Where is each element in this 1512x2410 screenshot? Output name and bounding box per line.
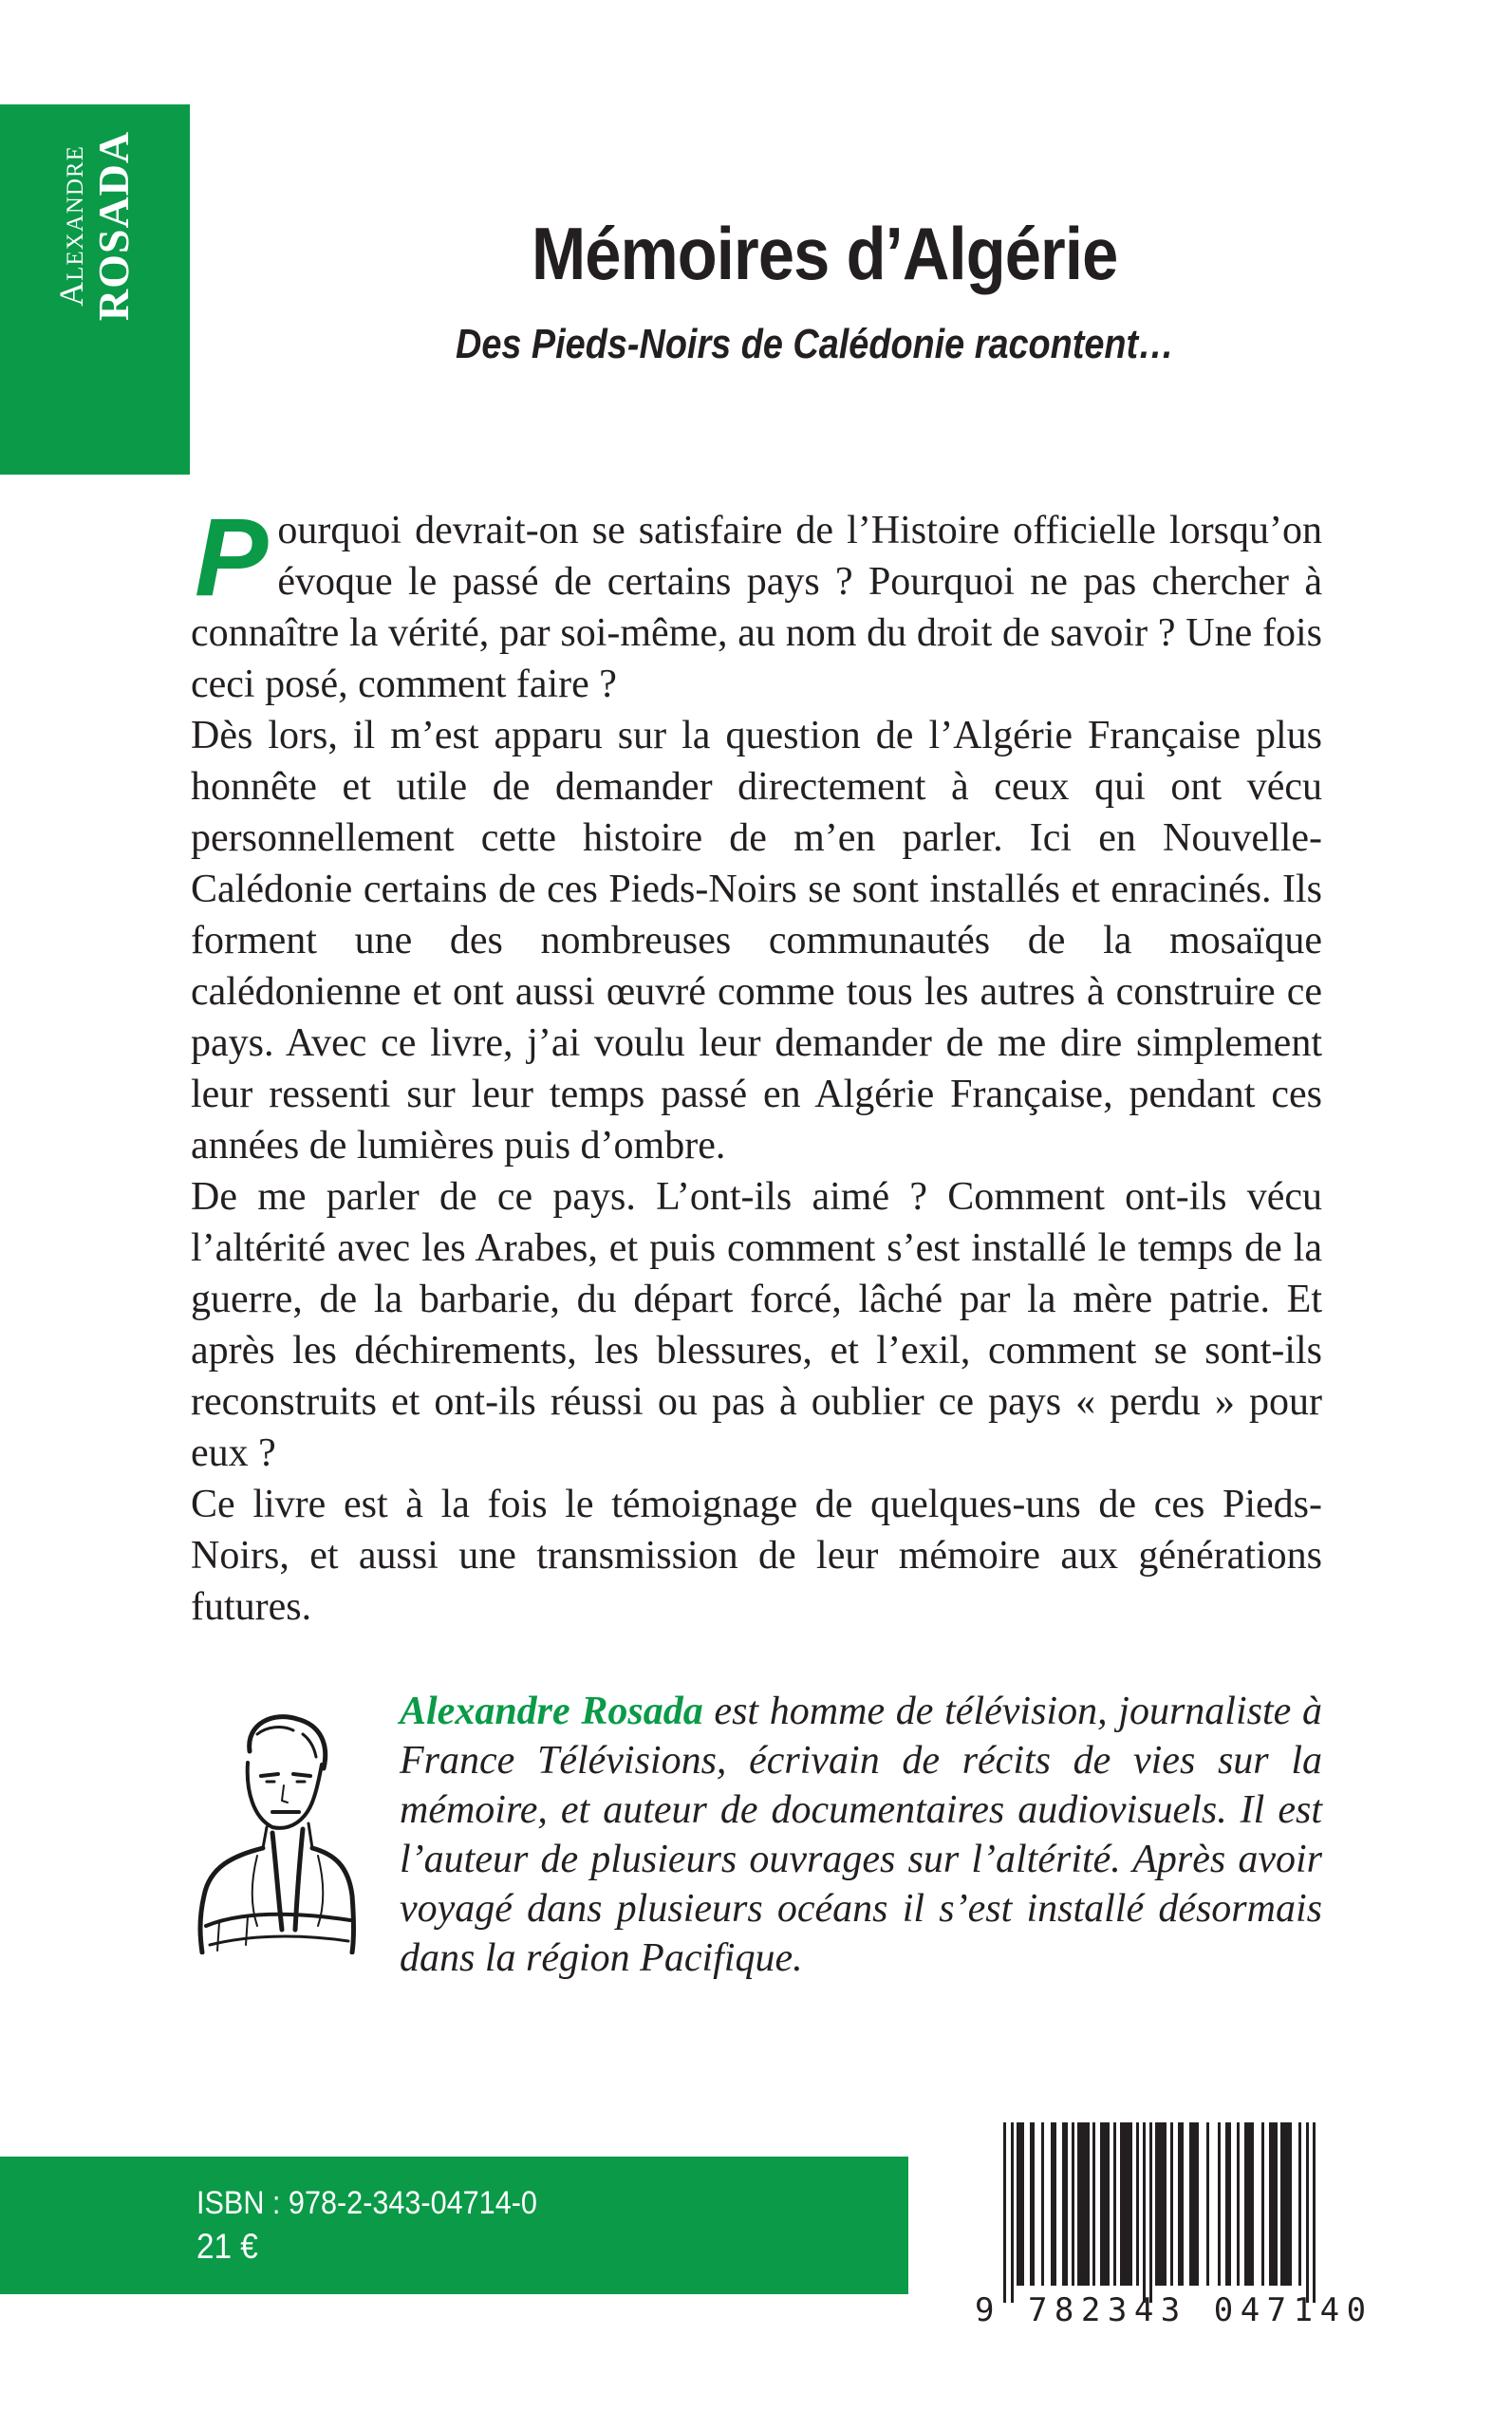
blurb-paragraph: Ce livre est à la fois le témoignage de quelques-uns de ces Pieds-Noirs, et aussi une transmission de leur mémoire aux générations futures. <box>191 1483 1322 1629</box>
spine-author-first: Alexandre <box>52 145 90 307</box>
barcode <box>975 2122 1373 2331</box>
blurb-paragraph: Dès lors, il m’est apparu sur la question de l’Algérie Française plus honnête et utile de demander directement à ceux qui ont vécu personnellement cette histoire de m’en parler. Ici en Nouvelle-Calédonie certains de ces Pieds-Noirs se sont installés et enracinés. Ils forment une des nombreuses communautés de la mosaïque calédonienne et ont aussi œuvré comme tous les autres à construire ce pays. Avec ce livre, j’ai voulu leur demander de me dire simplement leur ressenti sur leur temps passé en Algérie Française, pendant ces années de lumières puis d’ombre. <box>191 714 1322 1168</box>
book-title: Mémoires d’Algérie <box>532 212 1118 295</box>
author-name: Alexandre Rosada <box>400 1690 703 1733</box>
blurb-paragraph: De me parler de ce pays. L’ont-ils aimé ? Comment ont-ils vécu l’altérité avec les Arabes, et puis comment s’est installé le temps de la guerre, de la barbarie, du départ forcé, lâché par la mère patrie. Et après les déchirements, les blessures, et l’exil, comment se sont-ils reconstruits et ont-ils réussi ou pas à oublier ce pays « perdu » pour eux ? <box>191 1175 1322 1475</box>
author-portrait <box>191 1706 359 1954</box>
dropcap: P <box>195 495 269 619</box>
blurb-paragraph-text: ourquoi devrait-on se satisfaire de l’Histoire officielle lorsqu’on évoque le passé de certains pays ? Pourquoi ne pas chercher à connaître la vérité, par soi-même, au nom du droit de savoir ? Une fois ceci posé, comment faire ? <box>191 509 1322 706</box>
spine-author-name <box>54 131 136 321</box>
book-subtitle: Des Pieds-Noirs de Calédonie racontent… <box>456 321 1174 367</box>
price-label: 21 € <box>196 2227 258 2266</box>
spine-author-last: ROSADA <box>89 130 138 322</box>
isbn-label: ISBN : 978-2-343-04714-0 <box>196 2185 537 2221</box>
barcode-digits: 9 782343 047140 <box>975 2291 1373 2329</box>
author-bio-text: est homme de télévision, journaliste à France Télévisions, écrivain de récits de vies sur la mémoire, et auteur de documentaires audiovisuels. Il est l’auteur de plusieurs ouvrages sur l’altérité. Après avoir voyagé dans plusieurs océans il s’est installé désormais dans la région Pacifique. <box>400 1690 1322 1980</box>
price-bar <box>0 2157 908 2294</box>
blurb-paragraph <box>191 495 1322 710</box>
blurb <box>191 495 1322 1633</box>
author-bio <box>400 1687 1322 1983</box>
